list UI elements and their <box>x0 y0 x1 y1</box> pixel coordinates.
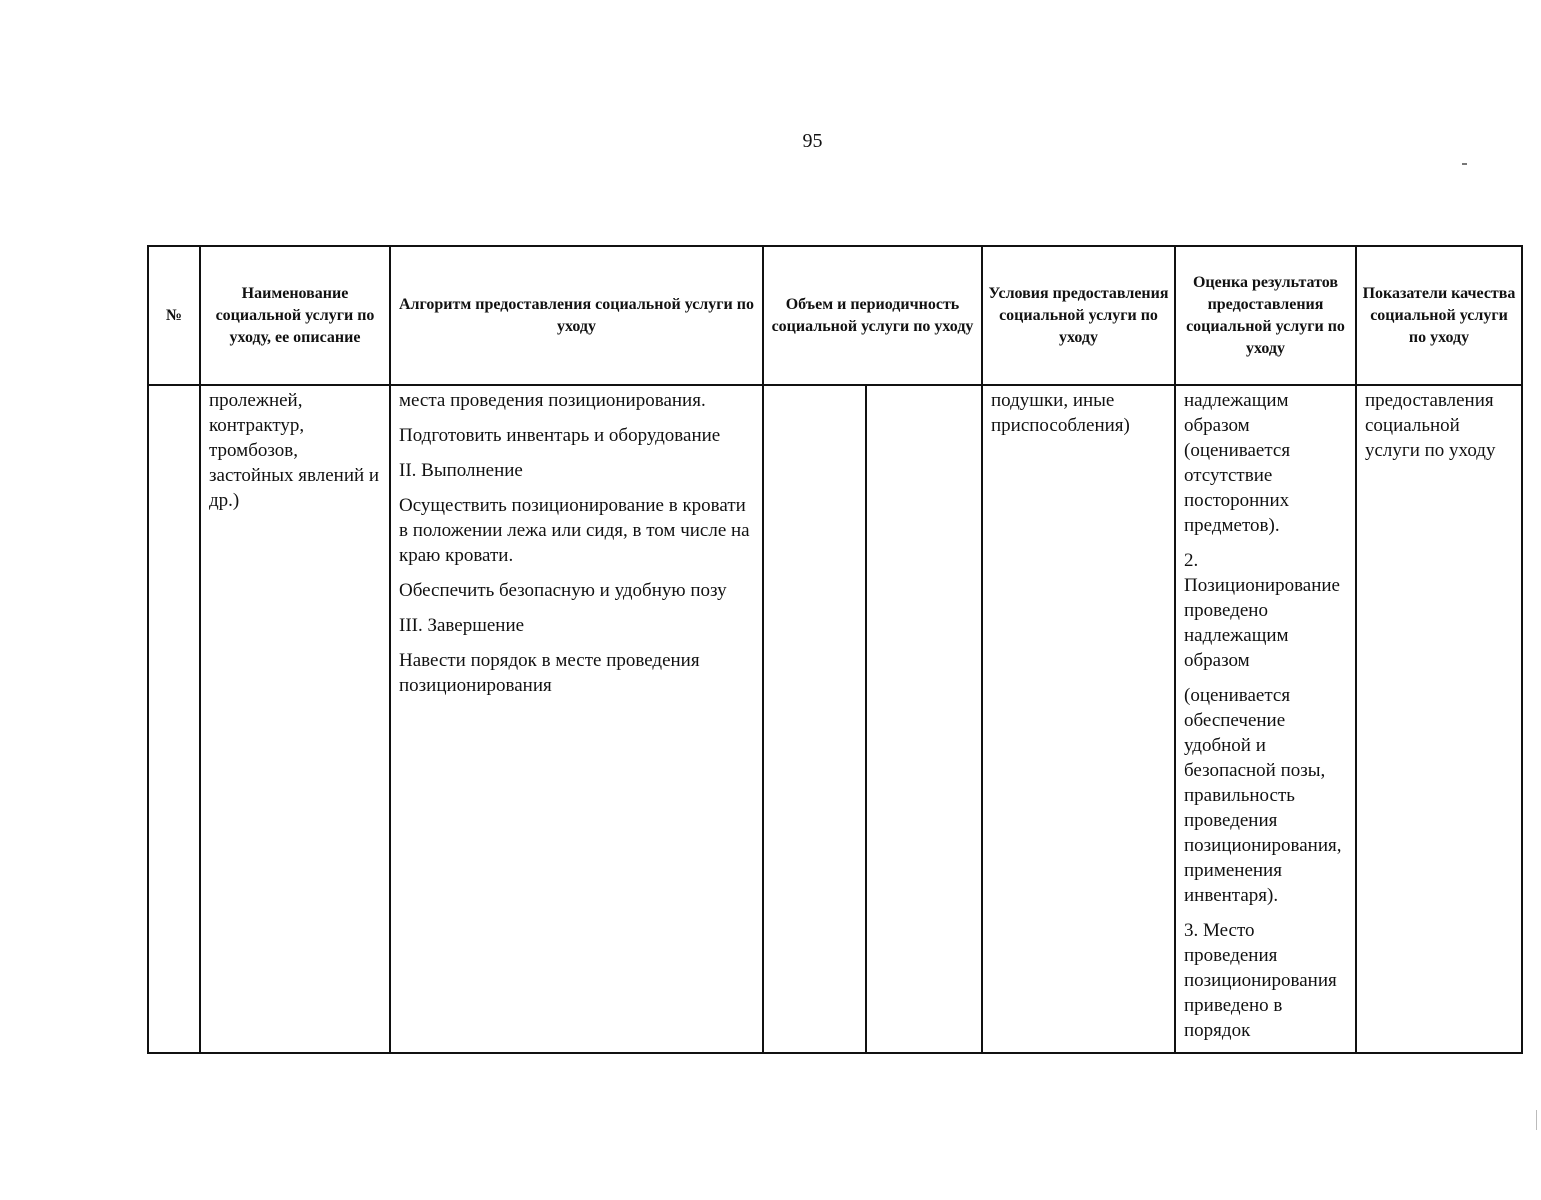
cell-quality: предоставления социальной услуги по уходу <box>1356 385 1522 1053</box>
cell-periodicity <box>866 385 982 1053</box>
algorithm-step: Подготовить инвентарь и оборудование <box>399 425 721 446</box>
header-evaluation: Оценка результатов предоставления социальной услуги по уходу <box>1175 246 1356 385</box>
table-header-row <box>148 246 1522 385</box>
cell-volume <box>763 385 866 1053</box>
service-table-wrapper <box>147 245 1523 1054</box>
service-table <box>147 245 1523 1054</box>
algorithm-section-heading: II. Выполнение <box>399 460 523 481</box>
header-conditions: Условия предоставления социальной услуги по уходу <box>982 246 1175 385</box>
cell-number <box>148 385 200 1053</box>
algorithm-step: места проведения позиционирования. <box>399 390 706 411</box>
header-quality: Показатели качества социальной услуги по уходу <box>1356 246 1522 385</box>
cell-evaluation <box>1175 385 1356 1053</box>
scan-speck <box>1536 1110 1537 1130</box>
evaluation-item: 3. Место проведения позиционирования приведено в порядок <box>1184 920 1337 1041</box>
page-number: 95 <box>802 130 823 152</box>
header-service-name: Наименование социальной услуги по уходу, ее описание <box>200 246 390 385</box>
cell-service-name: пролежней, контрактур, тромбозов, застойных явлений и др.) <box>200 385 390 1053</box>
algorithm-section-heading: III. Завершение <box>399 615 525 636</box>
cell-conditions: подушки, иные приспособления) <box>982 385 1175 1053</box>
table-row <box>148 385 1522 1053</box>
evaluation-item: 2. Позиционирование проведено надлежащим образом <box>1184 550 1340 671</box>
evaluation-item: надлежащим образом (оценивается отсутствие посторонних предметов). <box>1184 390 1291 536</box>
algorithm-step: Навести порядок в месте проведения позиционирования <box>399 650 700 696</box>
header-algorithm: Алгоритм предоставления социальной услуги по уходу <box>390 246 763 385</box>
header-volume-periodicity: Объем и периодичность социальной услуги по уходу <box>763 246 982 385</box>
evaluation-item: (оценивается обеспечение удобной и безопасной позы, правильность проведения позиционирования, применения инвентаря). <box>1184 685 1342 906</box>
algorithm-step: Осуществить позиционирование в кровати в положении лежа или сидя, в том числе на краю кровати. <box>399 495 750 566</box>
algorithm-step: Обеспечить безопасную и удобную позу <box>399 580 727 601</box>
cell-algorithm <box>390 385 763 1053</box>
scan-speck <box>1462 163 1467 165</box>
header-number: № <box>148 246 200 385</box>
